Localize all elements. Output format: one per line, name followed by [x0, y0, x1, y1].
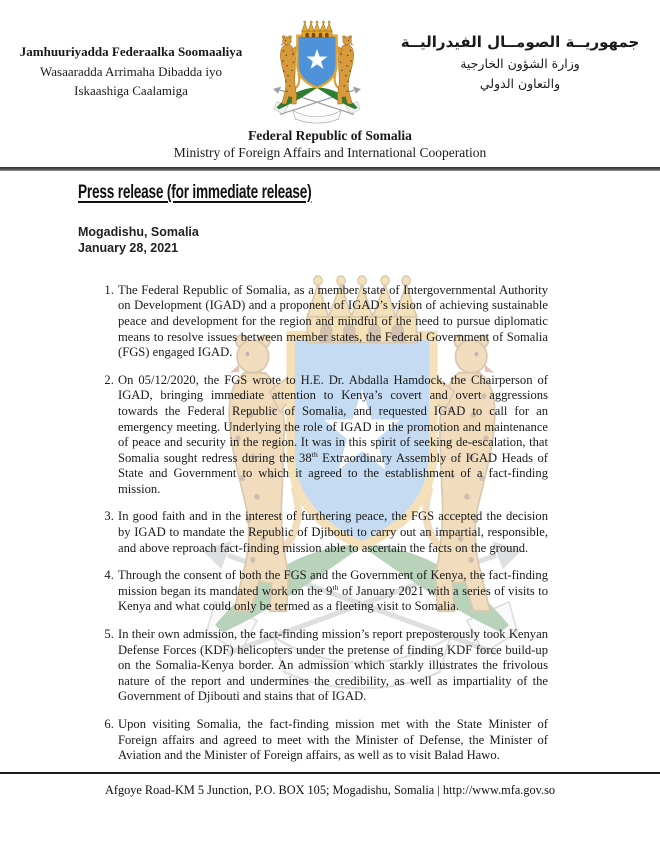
arabic-ministry-name	[386, 30, 654, 94]
press-release-item: 3. In good faith and in the interest of furthering peace, the FGS accepted the decision by IGAD to mandate the Republic of Djibouti to carry out an impartial, responsible, and above reproach fact-finding mission able to ascertain the facts on the ground.	[117, 509, 548, 556]
somali-country-name: Jamhuuriyadda Federaalka Soomaaliya	[19, 44, 243, 59]
arabic-ministry-line2: والتعاون الدولي	[479, 76, 561, 91]
somali-ministry-line: Wasaaradda Arrimaha Dibadda iyo	[40, 63, 222, 79]
header-divider	[0, 167, 660, 171]
press-release-item: 6. Upon visiting Somalia, the fact-finding mission met with the State Minister of Foreign affairs and agreed to meet with the Minister of Defense, the Minister of Aviation and the Minister of Foreign affairs, as well as to visit Balad Hawo.	[117, 717, 548, 764]
press-release-title: Press release (for immediate release)	[78, 180, 312, 203]
arabic-country-name: جمهوريــة الصومــال الفيدراليــة	[400, 33, 640, 51]
ministry-name: Ministry of Foreign Affairs and International Cooperation	[173, 144, 487, 160]
somali-ministry-name	[14, 42, 248, 101]
footer-address: Afgoye Road-KM 5 Junction, P.O. BOX 105; Mogadishu, Somalia | http://www.mfa.gov.so	[104, 783, 556, 797]
dateline-location: Mogadishu, Somalia	[78, 224, 199, 239]
press-release-item: 4. Through the consent of both the FGS and the Government of Kenya, the fact-finding mission began its mandated work on the 9th of January 2021 with a series of visits to Kenya and what could only be termed as a fleeting visit to Somalia.	[117, 568, 548, 615]
somalia-coat-of-arms-icon	[256, 16, 378, 126]
press-release-body	[78, 181, 548, 764]
somali-ministry-line2: Iskaashiga Caalamiga	[74, 83, 188, 98]
arabic-ministry-line: وزارة الشؤون الخارجية	[460, 56, 580, 71]
letter-footer	[0, 772, 660, 798]
country-name: Federal Republic of Somalia	[248, 128, 412, 143]
press-release-item: 5. In their own admission, the fact-finding mission’s report preposterously took Kenyan Defense Forces (KDF) helicopters under the pretense of finding KDF force build-up on the Somalia-Kenya border. An admission which starkly illustrates the frivolous nature of the report and undermines the credibility, as well as impartiality of the Government of Djibouti and stains that of IGAD.	[117, 627, 548, 705]
press-release-item: 2. On 05/12/2020, the FGS wrote to H.E. Dr. Abdalla Hamdock, the Chairperson of IGAD, bringing immediate attention to Kenya’s covert and overt aggressions towards the Federal Republic of Somalia, and requested IGAD to call for an emergency meeting. Underlying the role of IGAD in the promotion and maintenance of peace and security in the region. It was in this spirit of seeking de-escalation, that Somalia sought redress during the 38th Extraordinary Assembly of IGAD Heads of State and Government to which it agreed to the establishment of a fact-finding mission.	[117, 373, 548, 498]
dateline	[78, 224, 548, 256]
press-release-list	[78, 283, 548, 764]
dateline-date: January 28, 2021	[78, 240, 179, 255]
letterhead	[0, 0, 660, 171]
press-release-item: 1. The Federal Republic of Somalia, as a member state of Intergovernmental Authority on Development (IGAD) and a proponent of IGAD’s vision of achieving sustainable peace and development for the region and mindful of the need to pursue diplomatic means to resolve issues between member states, the Federal Government of Somalia (FGS) engaged IGAD.	[117, 283, 548, 361]
